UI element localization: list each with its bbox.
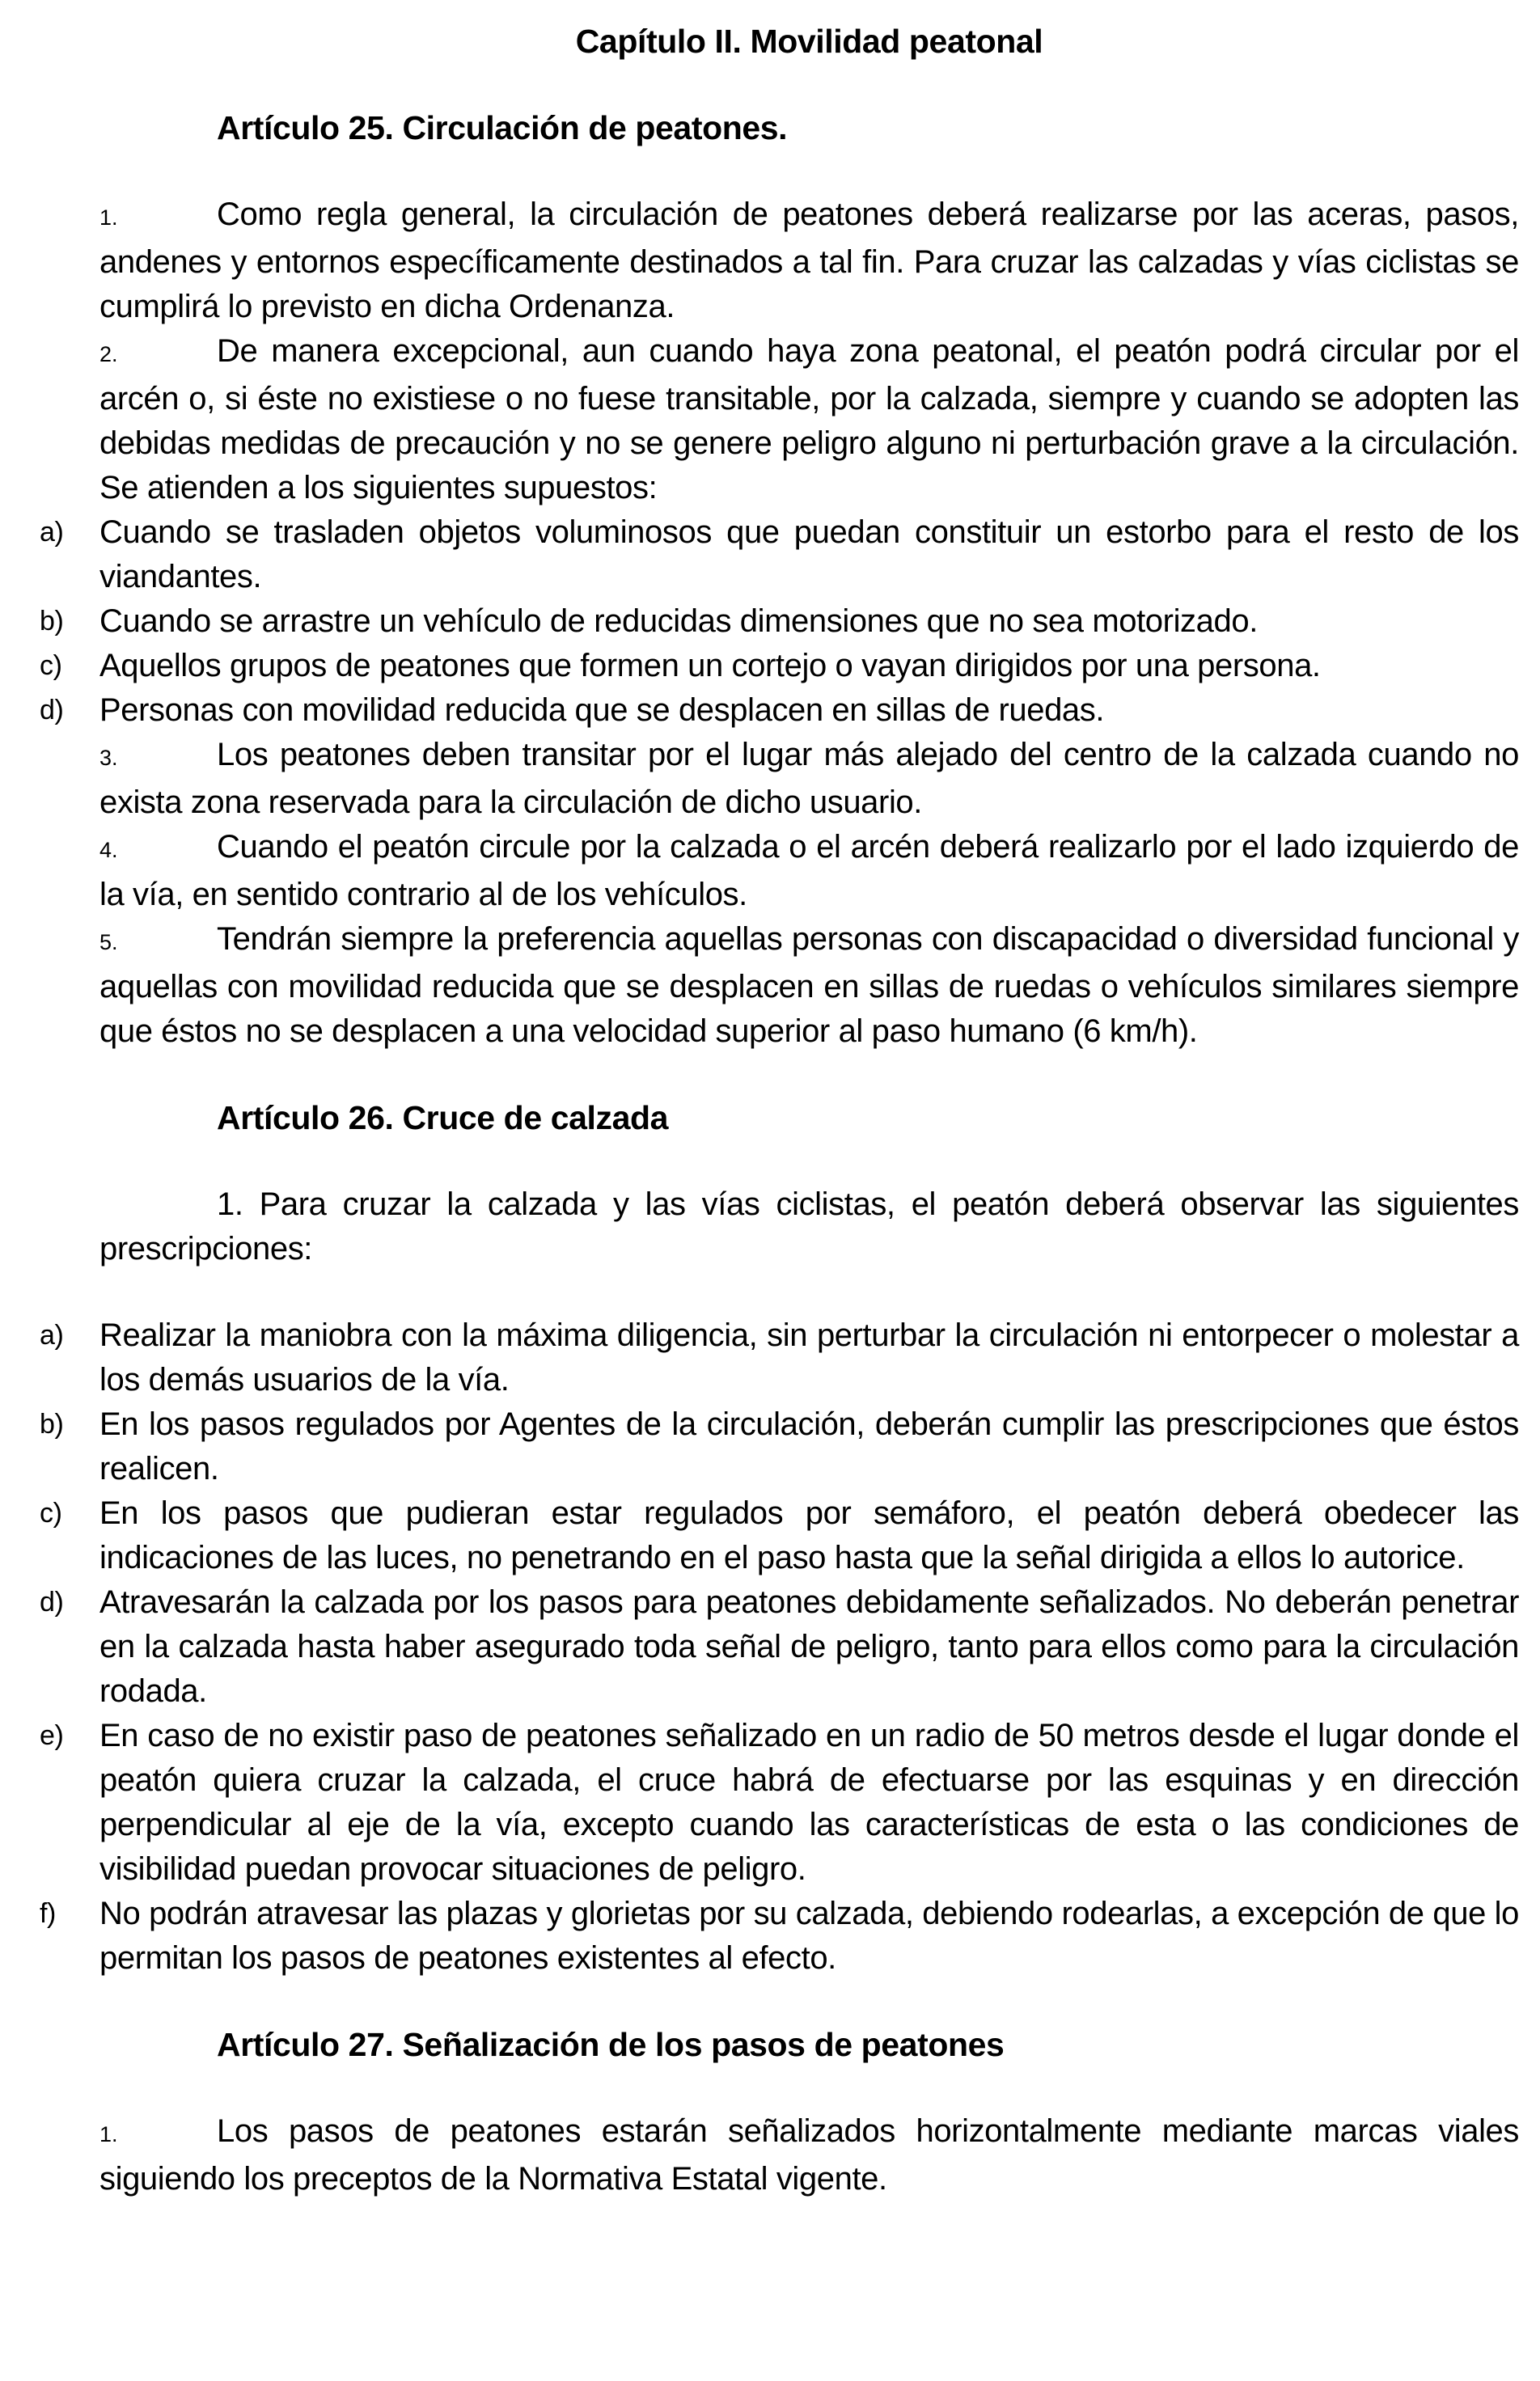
article-26-intro: 1. Para cruzar la calzada y las vías ciclistas, el peatón deberá observar las siguientes prescripciones: bbox=[99, 1186, 1519, 1267]
article-25-item-b bbox=[40, 599, 1519, 644]
article-25-item-c bbox=[40, 644, 1519, 688]
paragraph-text: Tendrán siempre la preferencia aquellas personas con discapacidad o diversidad funcional y aquellas con movilidad reducida que se desplacen en sillas de ruedas o vehículos similares siempre que éstos no se desplacen a una velocidad superior al paso humano (6 km/h). bbox=[99, 921, 1519, 1049]
article-26-heading: Artículo 26. Cruce de calzada bbox=[217, 1099, 669, 1136]
paragraph-text: De manera excepcional, aun cuando haya zona peatonal, el peatón podrá circular por el arcén o, si éste no existiese o no fuese transitable, por la calzada, siempre y cuando se adopten las debidas medidas de precaución y no se genere peligro alguno ni perturbación grave a la circulación. Se atienden a los siguientes supuestos: bbox=[99, 333, 1519, 505]
list-marker: b) bbox=[40, 606, 64, 636]
list-marker: a) bbox=[40, 517, 64, 548]
list-item-text: En los pasos regulados por Agentes de la circulación, deberán cumplir las prescripciones que éstos realicen. bbox=[99, 1406, 1519, 1487]
list-marker: e) bbox=[40, 1720, 64, 1751]
list-item-text: Aquellos grupos de peatones que formen un cortejo o vayan dirigidos por una persona. bbox=[99, 648, 1321, 683]
article-25-paragraph-4 bbox=[99, 825, 1519, 917]
paragraph-text: Cuando el peatón circule por la calzada o el arcén deberá realizarlo por el lado izquierdo de la vía, en sentido contrario al de los vehículos. bbox=[99, 829, 1519, 912]
paragraph-number: 1. bbox=[99, 2122, 118, 2146]
paragraph-text: Los peatones deben transitar por el lugar más alejado del centro de la calzada cuando no exista zona reservada para la circulación de dicho usuario. bbox=[99, 737, 1519, 820]
list-marker: c) bbox=[40, 1498, 62, 1529]
list-marker: f) bbox=[40, 1898, 56, 1929]
article-25-paragraph-1 bbox=[99, 192, 1519, 329]
article-26-item-c bbox=[40, 1491, 1519, 1580]
list-marker: b) bbox=[40, 1409, 64, 1440]
list-item-text: En caso de no existir paso de peatones señalizado en un radio de 50 metros desde el lugar donde el peatón quiera cruzar la calzada, el cruce habrá de efectuarse por las esquinas y en dirección perpendicular al eje de la vía, excepto cuando las características de esta o las condiciones de visibilidad puedan provocar situaciones de peligro. bbox=[99, 1718, 1519, 1887]
list-item-text: En los pasos que pudieran estar regulados por semáforo, el peatón deberá obedecer las indicaciones de las luces, no penetrando en el paso hasta que la señal dirigida a ellos lo autorice. bbox=[99, 1495, 1519, 1575]
paragraph-number: 1. bbox=[99, 205, 118, 230]
paragraph-text: Como regla general, la circulación de peatones deberá realizarse por las aceras, pasos, andenes y entornos específicamente destinados a tal fin. Para cruzar las calzadas y vías ciclistas se cumplirá lo previsto en dicha Ordenanza. bbox=[99, 197, 1519, 324]
article-25-paragraph-5 bbox=[99, 917, 1519, 1054]
list-item-text: Atravesarán la calzada por los pasos para peatones debidamente señalizados. No deberán penetrar en la calzada hasta haber asegurado toda señal de peligro, tanto para ellos como para la circulación rodada. bbox=[99, 1584, 1519, 1709]
paragraph-number: 4. bbox=[99, 838, 118, 862]
list-item-text: Cuando se trasladen objetos voluminosos que puedan constituir un estorbo para el resto de los viandantes. bbox=[99, 514, 1519, 594]
document-content bbox=[40, 19, 1519, 2201]
article-26-item-b bbox=[40, 1402, 1519, 1491]
paragraph-text: Los pasos de peatones estarán señalizados horizontalmente mediante marcas viales siguiendo los preceptos de la Normativa Estatal vigente. bbox=[99, 2113, 1519, 2197]
paragraph-number: 5. bbox=[99, 930, 118, 954]
article-26-item-d bbox=[40, 1580, 1519, 1714]
article-25-item-d bbox=[40, 688, 1519, 733]
list-marker: a) bbox=[40, 1320, 64, 1351]
list-item-text: Cuando se arrastre un vehículo de reducidas dimensiones que no sea motorizado. bbox=[99, 603, 1258, 639]
list-marker: d) bbox=[40, 695, 64, 725]
list-marker: d) bbox=[40, 1587, 64, 1618]
article-25-paragraph-2 bbox=[99, 329, 1519, 510]
article-26-item-f bbox=[40, 1892, 1519, 1981]
list-item-text: Personas con movilidad reducida que se desplacen en sillas de ruedas. bbox=[99, 692, 1105, 728]
paragraph-number: 3. bbox=[99, 746, 118, 770]
article-27-paragraph-1 bbox=[99, 2109, 1519, 2201]
list-marker: c) bbox=[40, 650, 62, 681]
article-25-heading: Artículo 25. Circulación de peatones. bbox=[217, 109, 788, 146]
list-item-text: No podrán atravesar las plazas y glorietas por su calzada, debiendo rodearlas, a excepción de que lo permitan los pasos de peatones existentes al efecto. bbox=[99, 1896, 1519, 1976]
list-item-text: Realizar la maniobra con la máxima diligencia, sin perturbar la circulación ni entorpecer o molestar a los demás usuarios de la vía. bbox=[99, 1317, 1519, 1398]
article-27-heading: Artículo 27. Señalización de los pasos de peatones bbox=[217, 2026, 1005, 2063]
article-25-paragraph-3 bbox=[99, 733, 1519, 825]
article-26-item-e bbox=[40, 1714, 1519, 1892]
paragraph-number: 2. bbox=[99, 342, 118, 366]
article-26-item-a bbox=[40, 1313, 1519, 1402]
article-25-item-a bbox=[40, 510, 1519, 599]
chapter-title: Capítulo II. Movilidad peatonal bbox=[575, 23, 1043, 60]
